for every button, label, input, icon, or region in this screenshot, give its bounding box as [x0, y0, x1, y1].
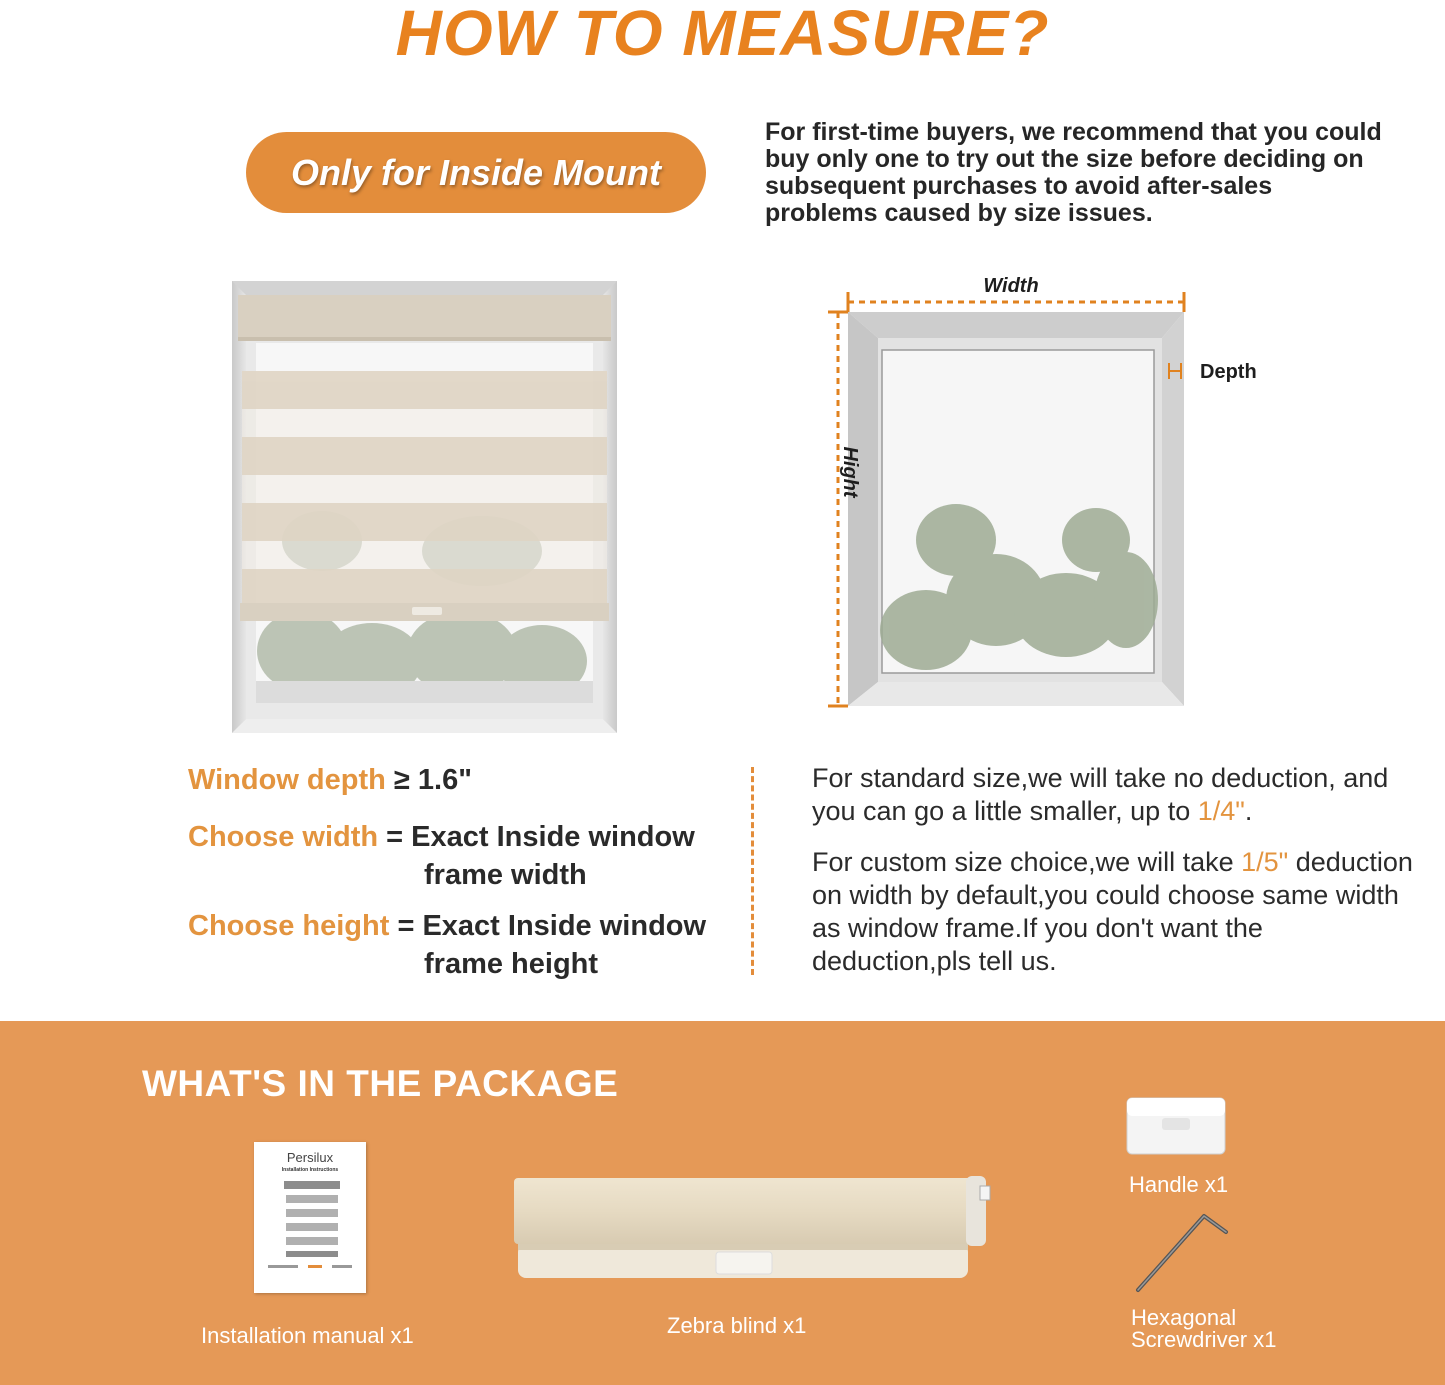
spec-width [188, 818, 695, 894]
spec-height-key: Choose height [188, 910, 390, 942]
manual-blind-illustration [254, 1173, 366, 1283]
spec-height-value: = Exact Inside window [397, 910, 707, 942]
spec-height-value-cont: frame height [424, 948, 599, 980]
page-title: HOW TO MEASURE? [395, 0, 1050, 69]
inside-mount-badge: Only for Inside Mount [246, 132, 706, 213]
first-time-buyer-note: For first-time buyers, we recommend that you could buy only one to try out the size before deciding on subsequent purchases to avoid after-sales problems caused by size issues. [765, 118, 1382, 227]
spec-depth-key: Window depth [188, 764, 386, 796]
handle-label: Handle x1 [1129, 1172, 1229, 1197]
manual-brand: Persilux [286, 1150, 334, 1165]
custom-size-note [812, 846, 1422, 978]
standard-size-note [812, 762, 1422, 828]
spec-width-value: = Exact Inside window [386, 821, 695, 853]
screwdriver-label-line2: Screwdriver x1 [1131, 1327, 1277, 1352]
package-title: WHAT'S IN THE PACKAGE [142, 1063, 619, 1104]
spec-depth [188, 761, 472, 799]
zebra-blind-label: Zebra blind x1 [667, 1313, 807, 1338]
hex-screwdriver-image [1130, 1210, 1234, 1296]
standard-size-deduction: 1/4" [1197, 796, 1245, 826]
depth-label: Depth [1200, 361, 1257, 383]
spec-height [188, 907, 706, 983]
standard-size-text: For standard size,we will take no deduction, and you can go a little smaller, up to [812, 763, 1389, 826]
spec-depth-value: ≥ 1.6" [393, 764, 472, 796]
spec-width-key: Choose width [188, 821, 379, 853]
custom-size-text: For custom size choice,we will take [812, 847, 1242, 877]
custom-size-rest: deduction on width by default,you could choose same width as window frame.If you don't want the deduction,pls tell us. [812, 847, 1413, 976]
handle-image [1124, 1096, 1228, 1158]
manual-label: Installation manual x1 [201, 1323, 414, 1348]
manual-subtitle: Installation Instructions [281, 1167, 339, 1173]
installation-manual-image [254, 1142, 366, 1293]
window-measure-diagram [826, 270, 1276, 720]
screwdriver-label-line1: Hexagonal [1131, 1305, 1237, 1330]
width-label: Width [983, 275, 1039, 297]
inside-mount-blind-photo [232, 281, 617, 733]
custom-size-deduction: 1/5" [1241, 847, 1289, 877]
zebra-blind-image [510, 1174, 996, 1286]
spec-width-value-cont: frame width [424, 859, 587, 891]
dashed-divider [751, 767, 754, 975]
standard-size-end: . [1244, 796, 1253, 826]
height-label: Hight [839, 446, 861, 498]
